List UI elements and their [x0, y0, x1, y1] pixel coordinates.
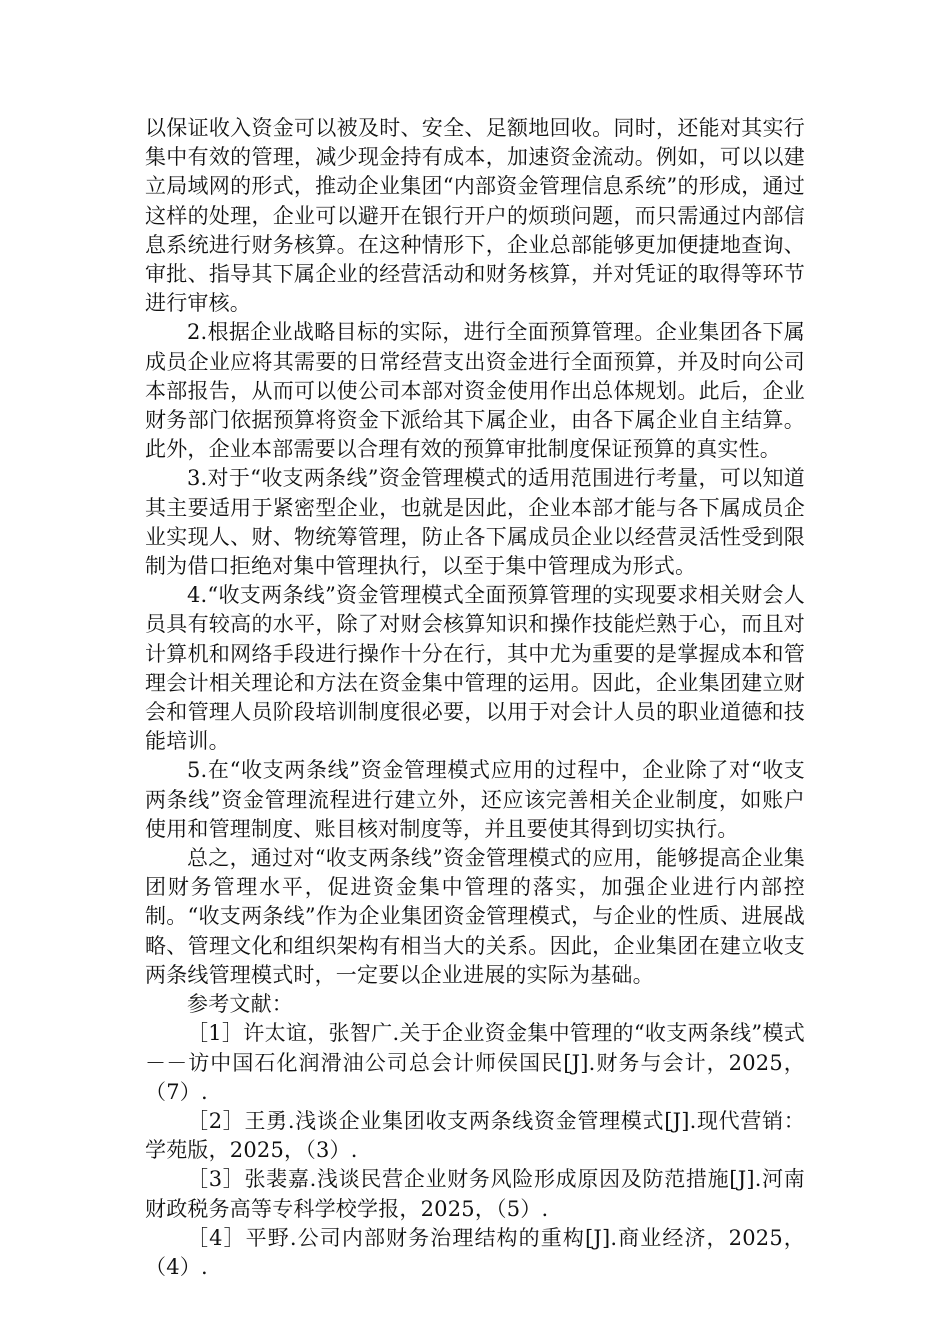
paragraph-item-3: 3.对于“收支两条线”资金管理模式的适用范围进行考量，可以知道其主要适用于紧密型企业，也就是因此，企业本部才能与各下属成员企业实现人、财、物统筹管理，防止各下属成员企业以经营灵活性受到限制为借口拒绝对集中管理执行，以至于集中管理成为形式。	[145, 466, 805, 579]
references-heading: 参考文献：	[187, 992, 293, 1017]
paragraph-item-2: 2.根据企业战略目标的实际，进行全面预算管理。企业集团各下属成员企业应将其需要的日常经营支出资金进行全面预算，并及时向公司本部报告，从而可以使公司本部对资金使用作出总体规划。此后，企业财务部门依据预算将资金下派给其下属企业，由各下属企业自主结算。此外，企业本部需要以合理有效的预算审批制度保证预算的真实性。	[145, 320, 805, 462]
reference-item-2: ［2］王勇.浅谈企业集团收支两条线资金管理模式[J].现代营销：学苑版，2025，（3）.	[145, 1108, 805, 1163]
paragraph-conclusion: 总之，通过对“收支两条线”资金管理模式的应用，能够提高企业集团财务管理水平，促进资金集中管理的落实，加强企业进行内部控制。“收支两条线”作为企业集团资金管理模式，与企业的性质、进展战略、管理文化和组织架构有相当大的关系。因此，企业集团在建立收支两条线管理模式时，一定要以企业进展的实际为基础。	[145, 846, 805, 987]
reference-item-1: ［1］许太谊，张智广.关于企业资金集中管理的“收支两条线”模式－－访中国石化润滑油公司总会计师侯国民[J].财务与会计，2025，（7）.	[145, 1021, 805, 1104]
paragraph-item-4: 4.“收支两条线”资金管理模式全面预算管理的实现要求相关财会人员具有较高的水平，除了对财会核算知识和操作技能烂熟于心，而且对计算机和网络手段进行操作十分在行，其中尤为重要的是掌握成本和管理会计相关理论和方法在资金集中管理的运用。因此，企业集团建立财会和管理人员阶段培训制度很必要，以用于对会计人员的职业道德和技能培训。	[145, 583, 805, 754]
document-page	[145, 114, 805, 1282]
paragraph-item-5: 5.在“收支两条线”资金管理模式应用的过程中，企业除了对“收支两条线”资金管理流程进行建立外，还应该完善相关企业制度，如账户使用和管理制度、账目核对制度等，并且要使其得到切实执行。	[145, 758, 805, 841]
reference-item-3: ［3］张裴嘉.浅谈民营企业财务风险形成原因及防范措施[J].河南财政税务高等专科学校学报，2025，（5）.	[145, 1167, 805, 1221]
reference-item-4: ［4］平野.公司内部财务治理结构的重构[J].商业经济，2025，（4）.	[145, 1225, 805, 1279]
paragraph-continuation: 以保证收入资金可以被及时、安全、足额地回收。同时，还能对其实行集中有效的管理，减少现金持有成本，加速资金流动。例如，可以以建立局域网的形式，推动企业集团“内部资金管理信息系统”的形成，通过这样的处理，企业可以避开在银行开户的烦琐问题，而只需通过内部信息系统进行财务核算。在这种情形下，企业总部能够更加便捷地查询、审批、指导其下属企业的经营活动和财务核算，并对凭证的取得等环节进行审核。	[145, 116, 805, 316]
